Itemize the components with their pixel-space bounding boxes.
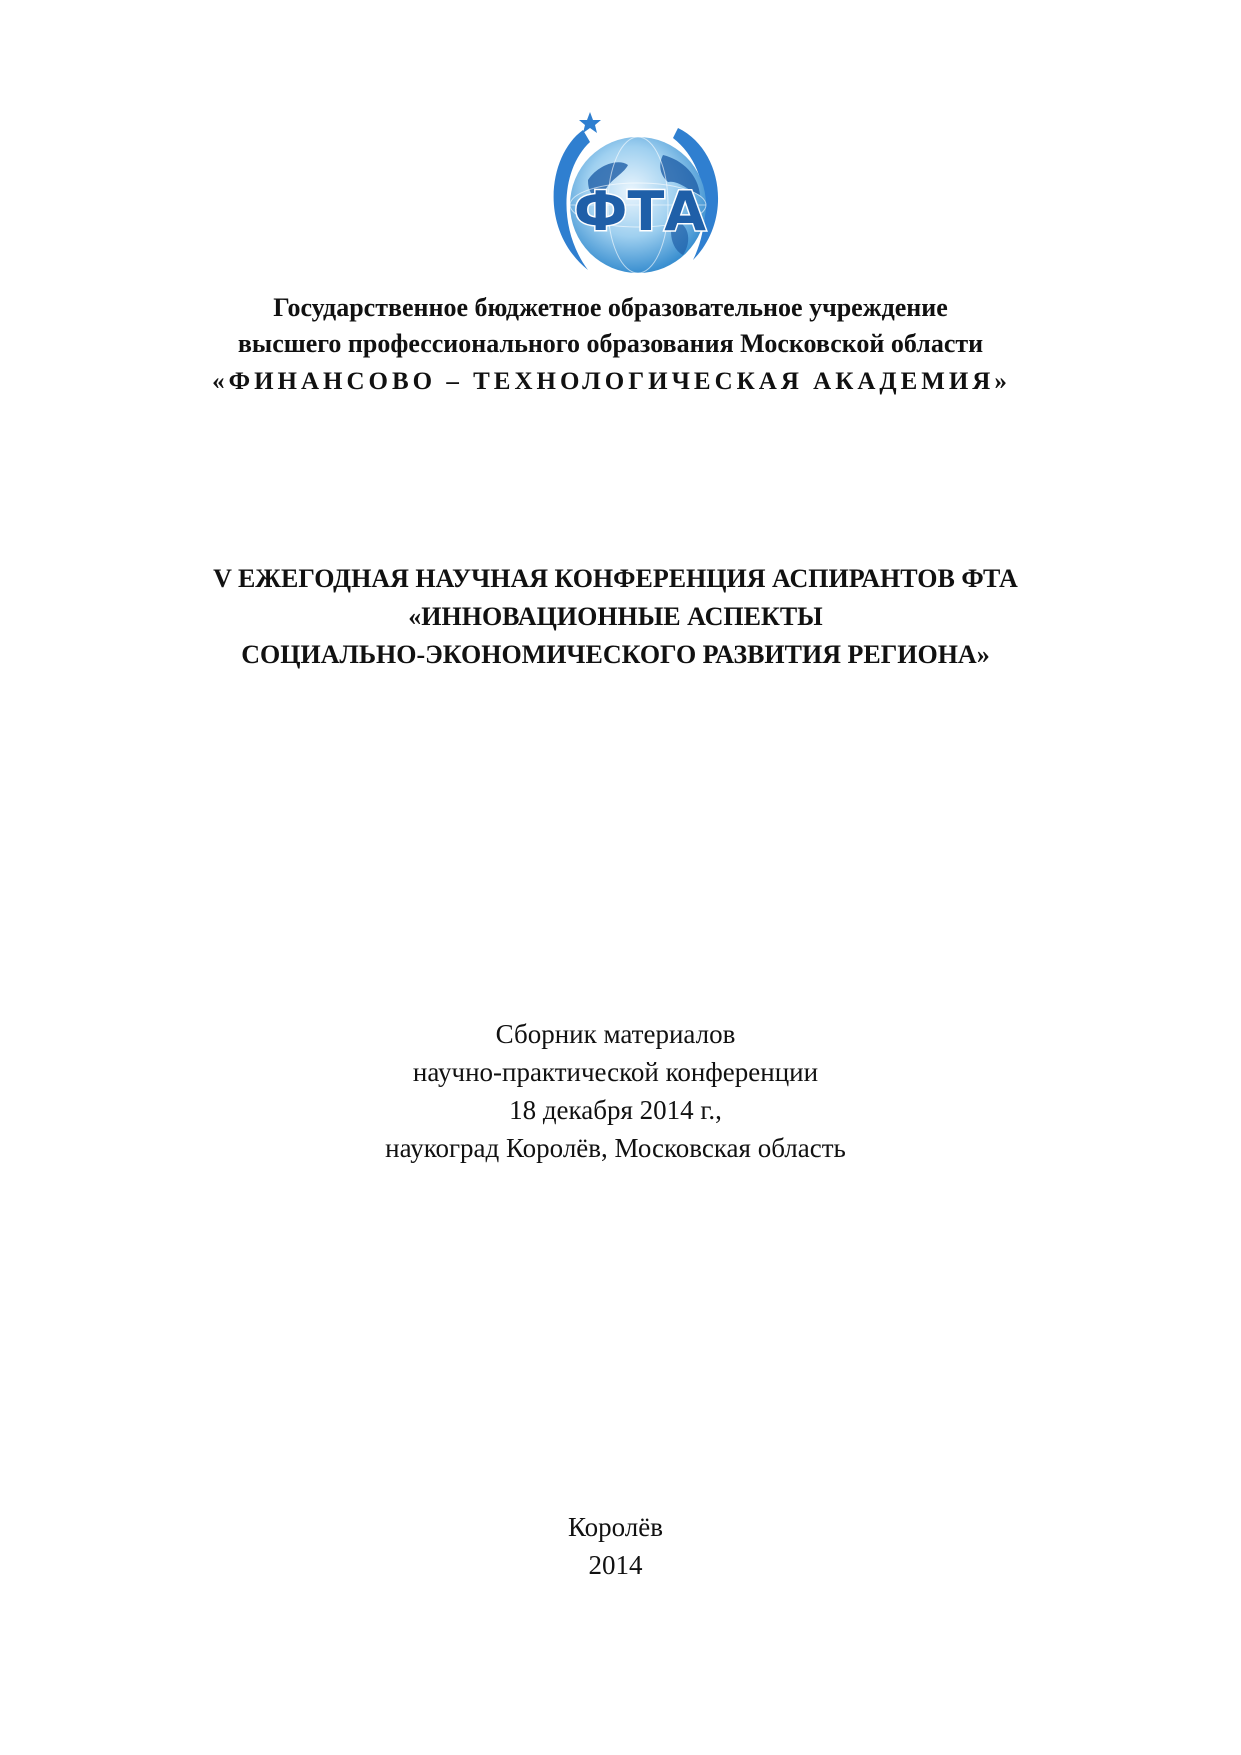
institution-header (0, 290, 1241, 402)
academy-name: «ФИНАНСОВО – ТЕХНОЛОГИЧЕСКАЯ АКАДЕМИЯ» (212, 368, 1011, 395)
publication-year: 2014 (588, 1550, 643, 1580)
collection-line-2: научно-практической конференции (412, 1057, 819, 1087)
conference-title (0, 560, 1241, 674)
institution-line-2: высшего профессионального образования Московской области (237, 329, 984, 358)
institution-line-1: Государственное бюджетное образовательное учреждение (273, 293, 948, 322)
conference-title-line-1: V ЕЖЕГОДНАЯ НАУЧНАЯ КОНФЕРЕНЦИЯ АСПИРАНТОВ ФТА (213, 564, 1018, 593)
publication-city: Королёв (567, 1512, 663, 1542)
conference-title-line-3: СОЦИАЛЬНО-ЭКОНОМИЧЕСКОГО РАЗВИТИЯ РЕГИОНА» (241, 640, 990, 669)
conference-title-line-2: «ИННОВАЦИОННЫЕ АСПЕКТЫ (408, 602, 823, 631)
conference-location: наукоград Королёв, Московская область (385, 1133, 846, 1163)
logo-text: ФТА (573, 180, 707, 243)
fta-logo (528, 110, 748, 290)
collection-line-1: Сборник материалов (495, 1019, 736, 1049)
collection-info (0, 1015, 1241, 1167)
publication-footer (0, 1508, 1241, 1584)
conference-date: 18 декабря 2014 г., (509, 1095, 722, 1125)
